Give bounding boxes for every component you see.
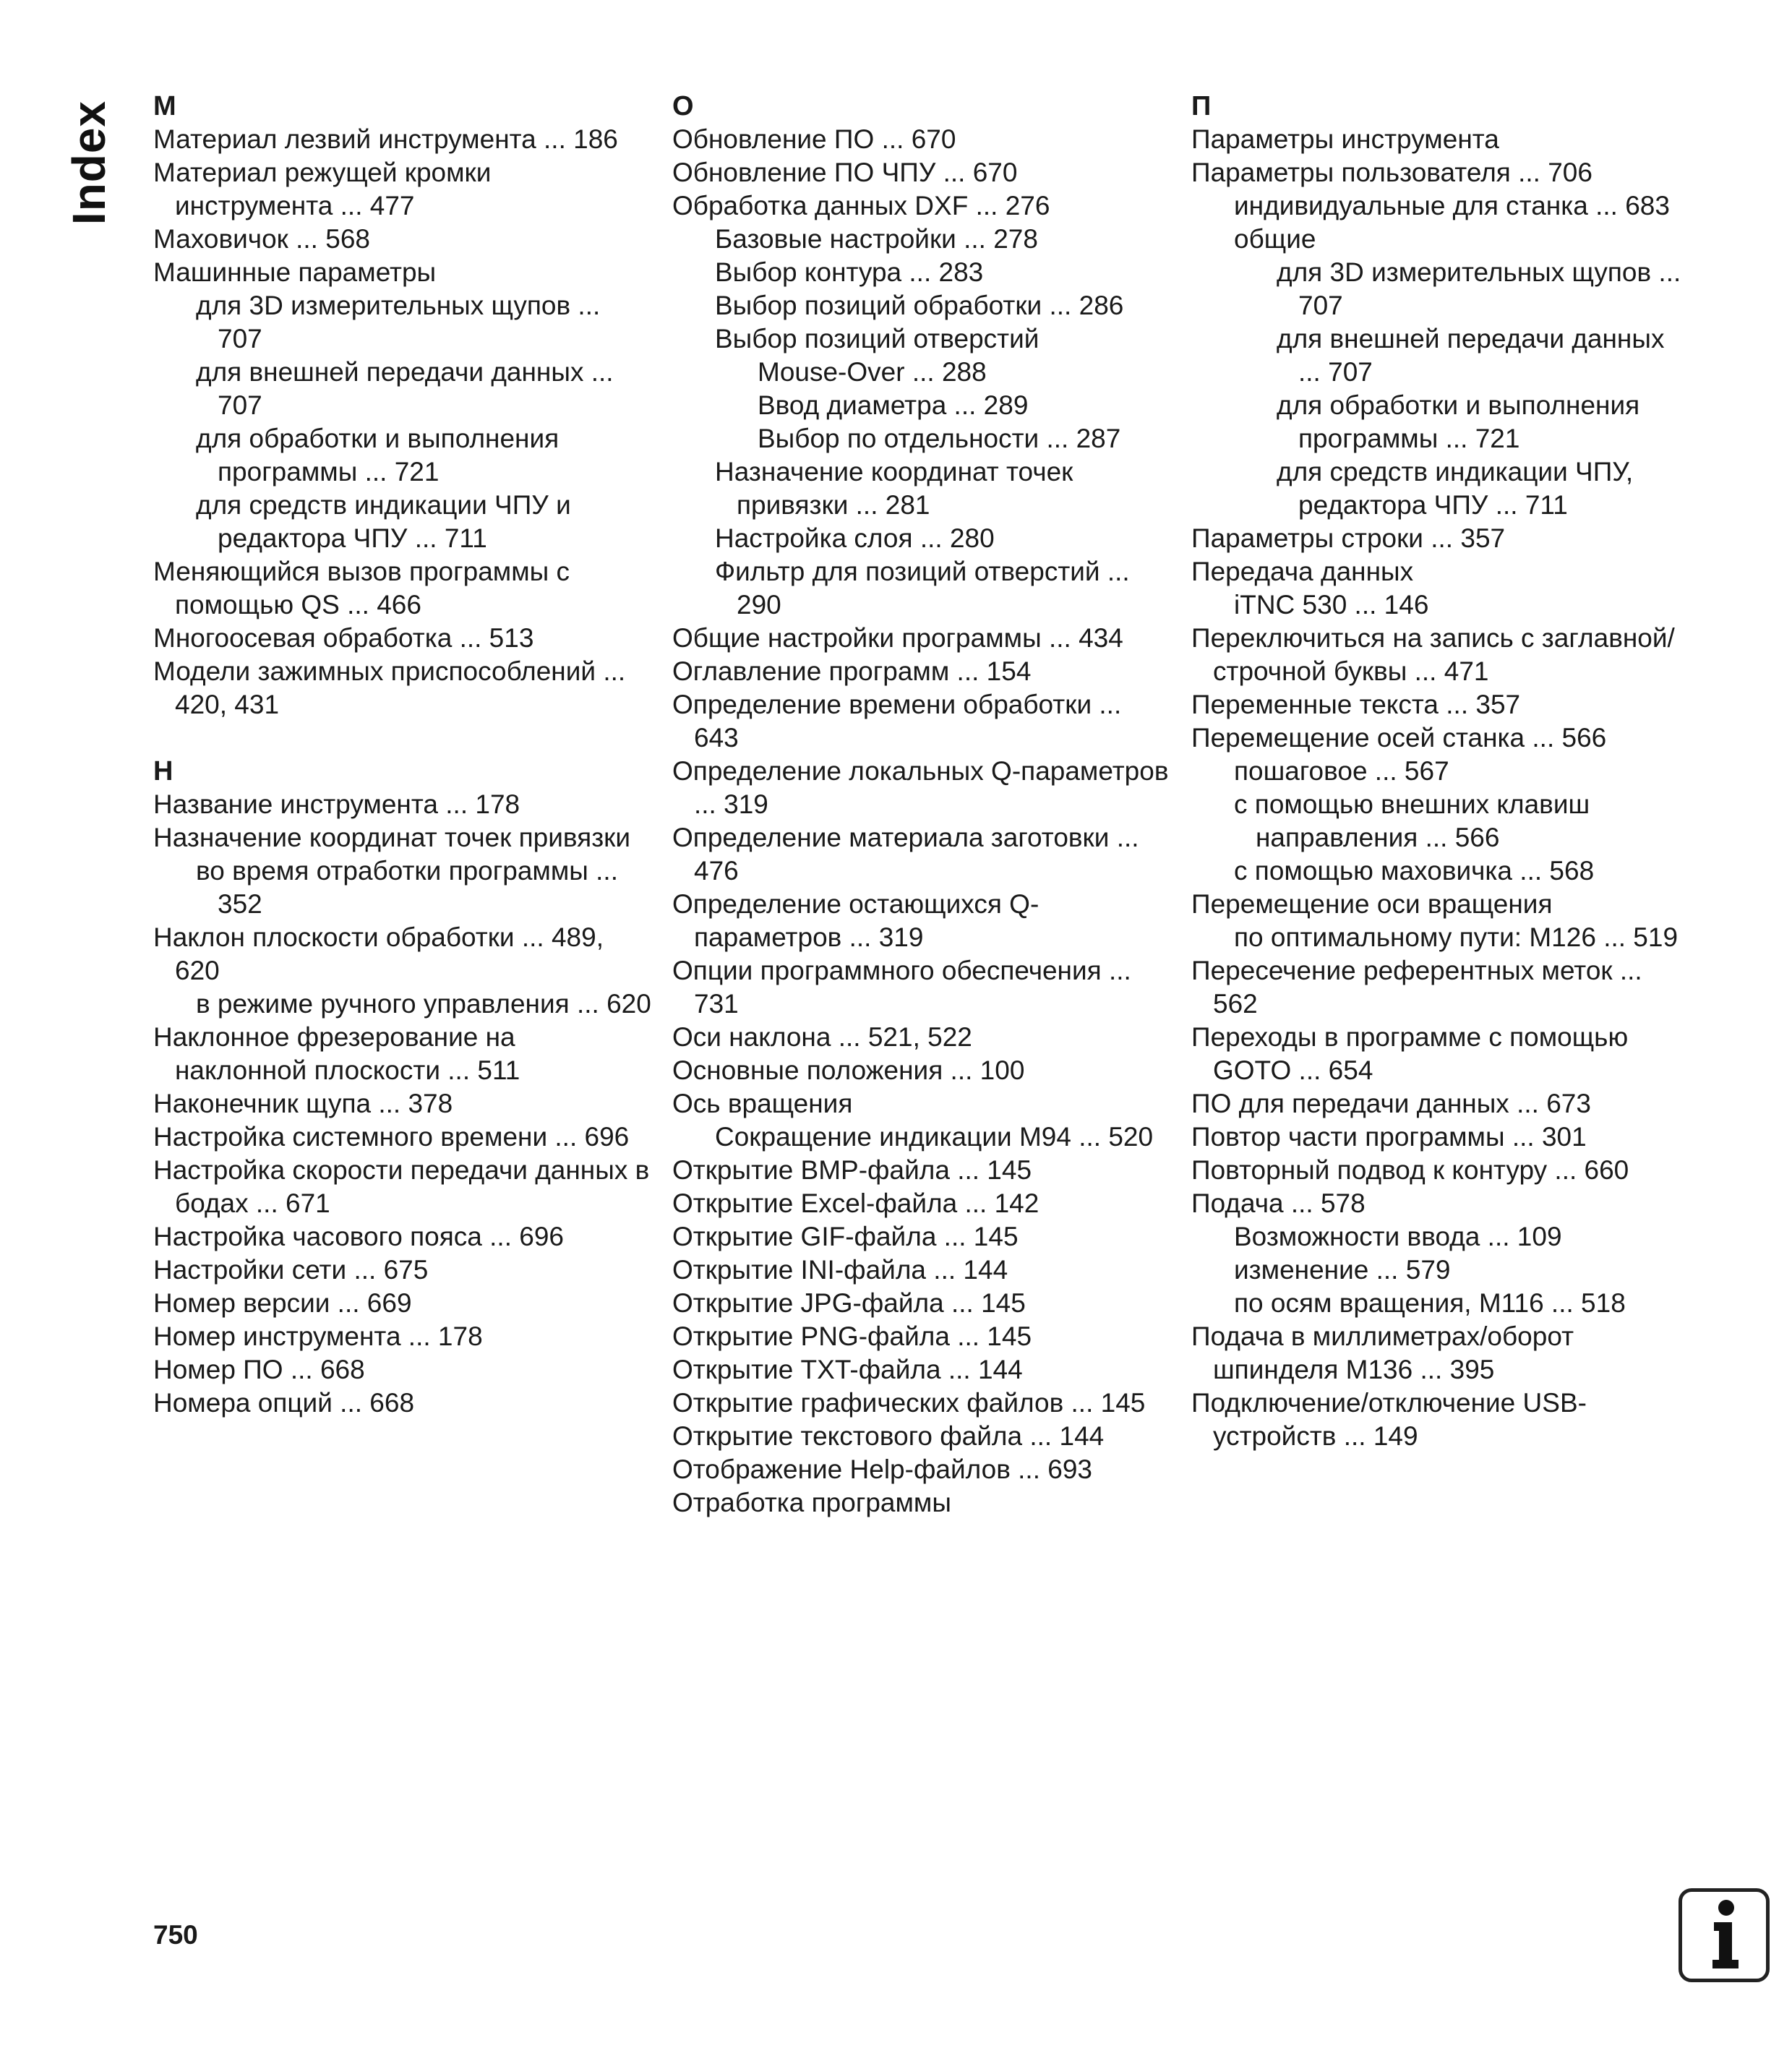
index-entry: Оглавление программ ... 154 <box>672 656 1032 686</box>
index-subentry: для 3D измерительных щупов ... 707 <box>1277 257 1681 320</box>
index-entry: Определение материала заготовки ... 476 <box>672 823 1139 886</box>
index-entry: Номер инструмента ... 178 <box>153 1321 483 1351</box>
index-column-3 <box>1191 90 1690 1453</box>
index-subentry: для обработки и выполнения программы ... 721 <box>196 424 560 487</box>
index-entry: Параметры строки ... 357 <box>1191 523 1506 553</box>
index-entry: Открытие PNG-файла ... 145 <box>672 1321 1032 1351</box>
index-entry: Название инструмента ... 178 <box>153 789 520 819</box>
index-entry: Оси наклона ... 521, 522 <box>672 1022 972 1052</box>
index-letter-heading: М <box>153 91 176 121</box>
index-entry: Открытие TXT-файла ... 144 <box>672 1355 1023 1384</box>
index-entry: Номер ПО ... 668 <box>153 1355 365 1384</box>
index-subentry: индивидуальные для станка ... 683 <box>1234 191 1670 220</box>
index-entry: Обновление ПО ... 670 <box>672 124 956 154</box>
index-entry: Передача данных <box>1191 557 1414 586</box>
index-entry: Многоосевая обработка ... 513 <box>153 623 534 653</box>
index-subentry: Возможности ввода ... 109 <box>1234 1222 1562 1251</box>
index-subentry: по оптимальному пути: M126 ... 519 <box>1234 922 1679 952</box>
index-entry: Открытие BMP-файла ... 145 <box>672 1155 1032 1185</box>
index-subentry: Назначение координат точек привязки ... 281 <box>715 457 1073 520</box>
index-entry: Пересечение референтных меток ... 562 <box>1191 956 1642 1019</box>
index-entry: Переменные текста ... 357 <box>1191 690 1521 719</box>
index-entry: Подключение/отключение USB-устройств ... 149 <box>1191 1388 1587 1451</box>
index-subentry: Выбор позиций отверстий <box>715 324 1039 354</box>
index-subentry: общие <box>1234 224 1316 254</box>
index-column-2 <box>672 90 1171 1520</box>
index-subentry: для средств индикации ЧПУ, редактора ЧПУ ... 711 <box>1277 457 1634 520</box>
index-entry: Переключиться на запись с заглавной/строчной буквы ... 471 <box>1191 623 1675 686</box>
index-entry: Перемещение оси вращения <box>1191 889 1553 919</box>
index-subentry: в режиме ручного управления ... 620 <box>196 989 651 1019</box>
index-entry: Машинные параметры <box>153 257 437 287</box>
index-entry: Меняющийся вызов программы с помощью QS ... 466 <box>153 557 570 620</box>
index-entry: Материал режущей кромки инструмента ... 477 <box>153 158 492 220</box>
index-subentry: пошаговое ... 567 <box>1234 756 1449 786</box>
index-entry: Настройки сети ... 675 <box>153 1255 429 1285</box>
index-entry: Назначение координат точек привязки <box>153 823 631 852</box>
index-subentry: Базовые настройки ... 278 <box>715 224 1038 254</box>
index-entry: Открытие INI-файла ... 144 <box>672 1255 1008 1285</box>
index-entry: Настройка скорости передачи данных в бодах ... 671 <box>153 1155 650 1218</box>
page-number: 750 <box>153 1920 198 1950</box>
index-subentry: Mouse-Over ... 288 <box>758 357 987 387</box>
index-subentry: во время отработки программы ... 352 <box>196 856 618 919</box>
index-subentry: Ввод диаметра ... 289 <box>758 390 1029 420</box>
index-subentry: с помощью маховичка ... 568 <box>1234 856 1595 886</box>
index-subentry: Выбор по отдельности ... 287 <box>758 424 1121 453</box>
index-entry: Повторный подвод к контуру ... 660 <box>1191 1155 1629 1185</box>
index-letter-heading: Н <box>153 756 173 787</box>
index-entry: Ось вращения <box>672 1089 853 1118</box>
index-entry: Номера опций ... 668 <box>153 1388 415 1418</box>
index-entry: Перемещение осей станка ... 566 <box>1191 723 1607 753</box>
index-letter-heading: О <box>672 91 694 121</box>
index-subentry: Фильтр для позиций отверстий ... 290 <box>715 557 1130 620</box>
index-entry: Обработка данных DXF ... 276 <box>672 191 1050 220</box>
index-entry: Опции программного обеспечения ... 731 <box>672 956 1131 1019</box>
index-subentry: для 3D измерительных щупов ... 707 <box>196 291 601 354</box>
index-entry: Отработка программы <box>672 1488 951 1517</box>
index-letter-heading: П <box>1191 91 1212 121</box>
index-entry: Параметры пользователя ... 706 <box>1191 158 1592 187</box>
index-subentry: для внешней передачи данных ... 707 <box>196 357 614 420</box>
index-entry: Наклон плоскости обработки ... 489, 620 <box>153 922 604 985</box>
index-entry: Обновление ПО ЧПУ ... 670 <box>672 158 1018 187</box>
index-entry: Определение локальных Q-параметров ... 319 <box>672 756 1169 819</box>
index-subentry: изменение ... 579 <box>1234 1255 1451 1285</box>
index-entry: Открытие графических файлов ... 145 <box>672 1388 1146 1418</box>
index-entry: Подача ... 578 <box>1191 1188 1366 1218</box>
index-entry: Номер версии ... 669 <box>153 1288 412 1318</box>
index-subentry: для обработки и выполнения программы ... 721 <box>1277 390 1640 453</box>
index-entry: ПО для передачи данных ... 673 <box>1191 1089 1591 1118</box>
index-subentry: с помощью внешних клавиш направления ... 566 <box>1234 789 1590 852</box>
index-entry: Модели зажимных приспособлений ... 420, 431 <box>153 656 626 719</box>
index-subentry: iTNC 530 ... 146 <box>1234 590 1429 620</box>
index-entry: Открытие GIF-файла ... 145 <box>672 1222 1019 1251</box>
index-entry: Определение времени обработки ... 643 <box>672 690 1122 753</box>
index-entry: Наклонное фрезерование на наклонной плоскости ... 511 <box>153 1022 520 1085</box>
index-column-1 <box>153 90 652 1420</box>
index-subentry: для средств индикации ЧПУ и редактора ЧПУ ... 711 <box>196 490 571 553</box>
index-entry: Материал лезвий инструмента ... 186 <box>153 124 618 154</box>
index-entry: Наконечник щупа ... 378 <box>153 1089 453 1118</box>
index-side-tab <box>64 94 114 231</box>
index-subentry: Настройка слоя ... 280 <box>715 523 995 553</box>
index-tab-label: Index <box>63 100 115 226</box>
group-spacer <box>153 721 652 755</box>
index-entry: Настройка системного времени ... 696 <box>153 1122 630 1152</box>
index-subentry: Выбор контура ... 283 <box>715 257 984 287</box>
index-entry: Настройка часового пояса ... 696 <box>153 1222 564 1251</box>
index-subentry: для внешней передачи данных ... 707 <box>1277 324 1665 387</box>
info-icon <box>1679 1888 1770 1982</box>
index-entry: Открытие JPG-файла ... 145 <box>672 1288 1026 1318</box>
index-entry: Подача в миллиметрах/оборот шпинделя M136 ... 395 <box>1191 1321 1574 1384</box>
index-entry: Отображение Help-файлов ... 693 <box>672 1454 1092 1484</box>
index-entry: Переходы в программе с помощью GOTO ... 654 <box>1191 1022 1629 1085</box>
index-subentry: Сокращение индикации M94 ... 520 <box>715 1122 1154 1152</box>
index-entry: Основные положения ... 100 <box>672 1055 1025 1085</box>
index-entry: Открытие Excel-файла ... 142 <box>672 1188 1039 1218</box>
index-subentry: по осям вращения, M116 ... 518 <box>1234 1288 1626 1318</box>
index-entry: Определение остающихся Q-параметров ... 319 <box>672 889 1039 952</box>
index-entry: Открытие текстового файла ... 144 <box>672 1421 1105 1451</box>
index-entry: Маховичок ... 568 <box>153 224 370 254</box>
index-subentry: Выбор позиций обработки ... 286 <box>715 291 1124 320</box>
index-entry: Повтор части программы ... 301 <box>1191 1122 1587 1152</box>
index-entry: Общие настройки программы ... 434 <box>672 623 1123 653</box>
index-entry: Параметры инструмента <box>1191 124 1499 154</box>
